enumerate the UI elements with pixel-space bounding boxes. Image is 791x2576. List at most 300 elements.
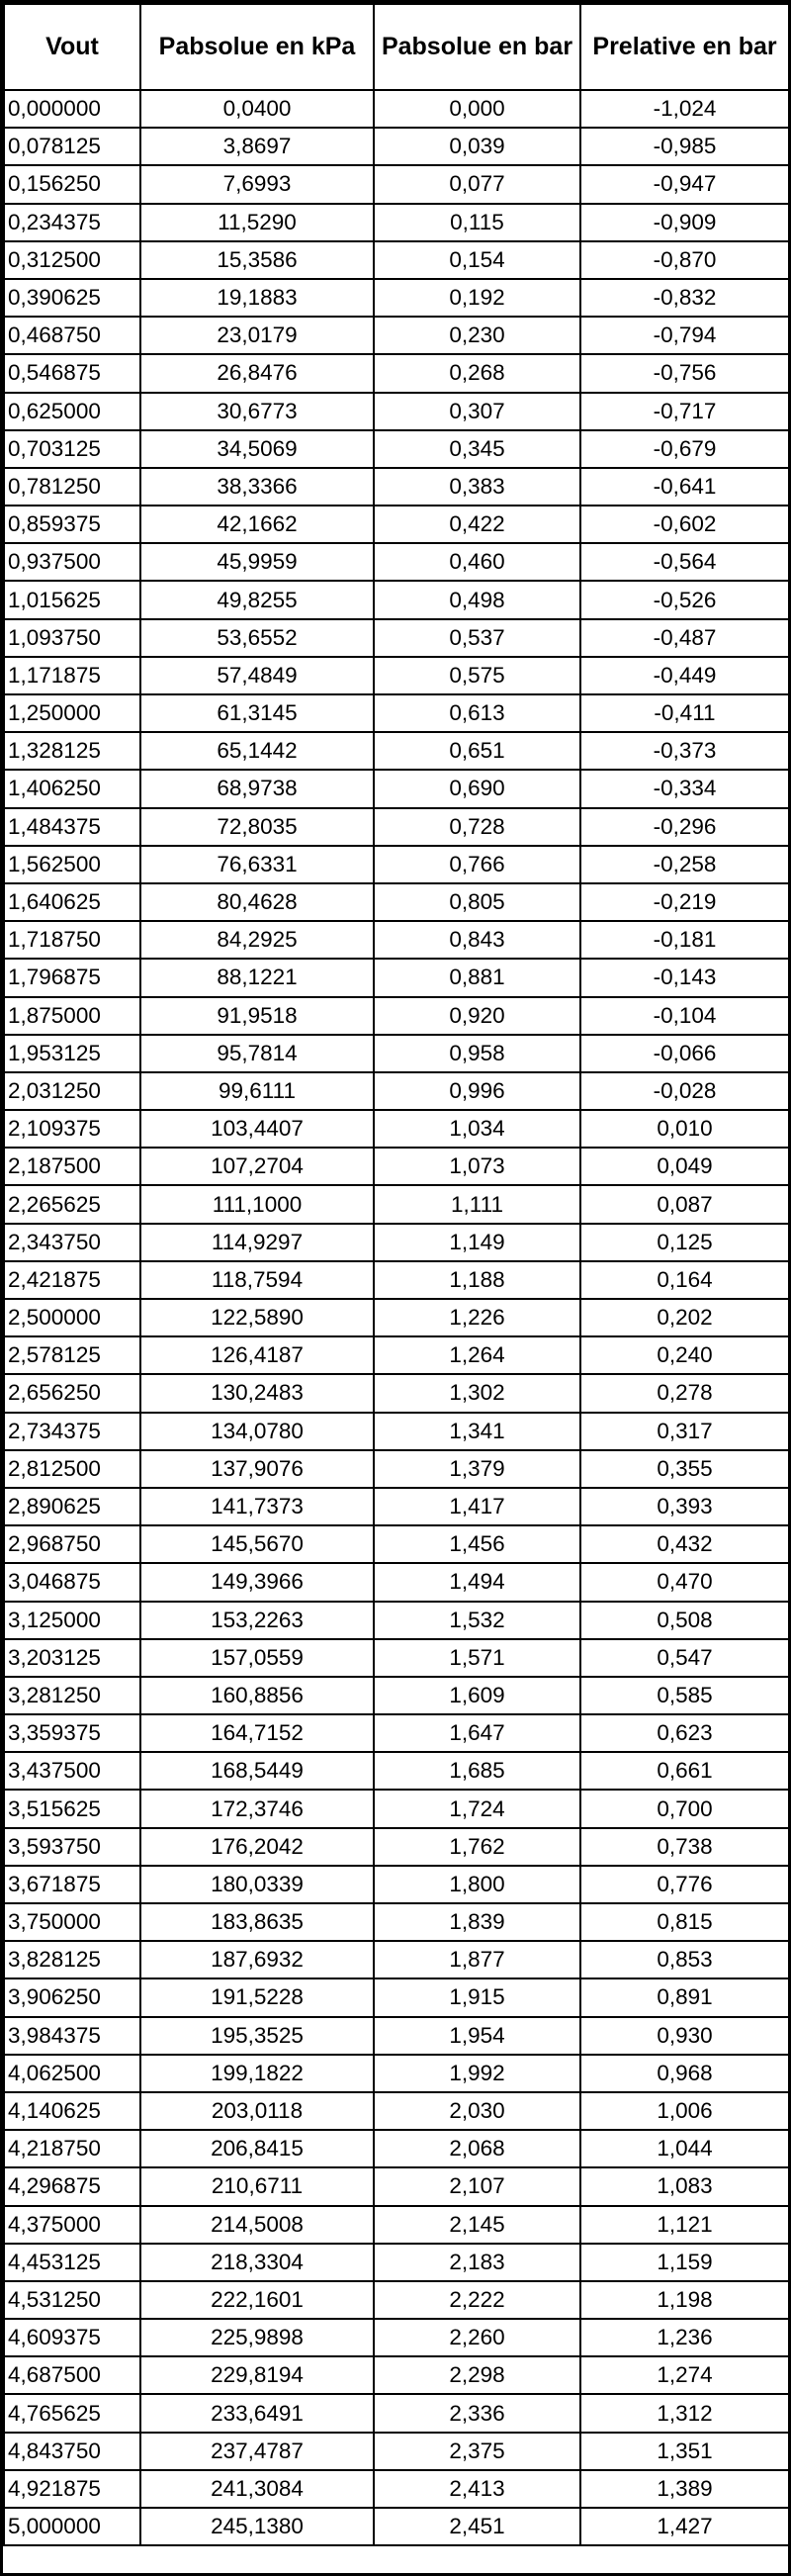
prelative-bar-cell: -0,334 (580, 770, 789, 807)
table-row (4, 1336, 789, 1374)
pabsolue-bar-cell: 0,728 (374, 808, 580, 846)
pabsolue-bar-cell: 0,307 (374, 393, 580, 430)
header-prelative-bar: Prelative en bar (580, 4, 789, 90)
prelative-bar-cell: 0,661 (580, 1752, 789, 1790)
vout-cell: 0,937500 (4, 543, 140, 581)
table-row (4, 1450, 789, 1488)
table-row (4, 959, 789, 996)
pabsolue-bar-cell: 1,609 (374, 1677, 580, 1714)
vout-cell: 4,765625 (4, 2394, 140, 2432)
vout-cell: 4,687500 (4, 2356, 140, 2394)
vout-cell: 2,109375 (4, 1110, 140, 1148)
vout-cell: 2,187500 (4, 1148, 140, 1185)
vout-cell: 4,140625 (4, 2092, 140, 2130)
table-row (4, 2167, 789, 2205)
pabsolue-kpa-cell: 30,6773 (140, 393, 374, 430)
table-row (4, 1602, 789, 1639)
prelative-bar-cell: -0,641 (580, 468, 789, 506)
prelative-bar-cell: -0,181 (580, 921, 789, 959)
table-row (4, 2244, 789, 2281)
pabsolue-kpa-cell: 72,8035 (140, 808, 374, 846)
vout-cell: 1,171875 (4, 657, 140, 694)
pabsolue-bar-cell: 1,494 (374, 1563, 580, 1601)
header-pabsolue-bar: Pabsolue en bar (374, 4, 580, 90)
prelative-bar-cell: 0,853 (580, 1941, 789, 1978)
pabsolue-kpa-cell: 11,5290 (140, 204, 374, 241)
table-row (4, 2130, 789, 2167)
prelative-bar-cell: 0,432 (580, 1525, 789, 1563)
prelative-bar-cell: -0,411 (580, 694, 789, 732)
pabsolue-kpa-cell: 26,8476 (140, 354, 374, 392)
vout-cell: 2,500000 (4, 1299, 140, 1336)
pabsolue-kpa-cell: 99,6111 (140, 1072, 374, 1110)
pabsolue-bar-cell: 1,149 (374, 1224, 580, 1261)
table-row (4, 657, 789, 694)
pabsolue-bar-cell: 1,724 (374, 1790, 580, 1827)
prelative-bar-cell: -0,679 (580, 430, 789, 468)
prelative-bar-cell: 0,240 (580, 1336, 789, 1374)
pabsolue-kpa-cell: 222,1601 (140, 2281, 374, 2319)
prelative-bar-cell: 0,700 (580, 1790, 789, 1827)
prelative-bar-cell: -0,104 (580, 997, 789, 1035)
pabsolue-kpa-cell: 122,5890 (140, 1299, 374, 1336)
pabsolue-kpa-cell: 160,8856 (140, 1677, 374, 1714)
pabsolue-bar-cell: 1,226 (374, 1299, 580, 1336)
pabsolue-bar-cell: 0,613 (374, 694, 580, 732)
vout-cell: 1,484375 (4, 808, 140, 846)
prelative-bar-cell: 1,044 (580, 2130, 789, 2167)
vout-cell: 3,281250 (4, 1677, 140, 1714)
vout-cell: 1,796875 (4, 959, 140, 996)
vout-cell: 2,031250 (4, 1072, 140, 1110)
prelative-bar-cell: 1,198 (580, 2281, 789, 2319)
vout-cell: 0,625000 (4, 393, 140, 430)
prelative-bar-cell: 0,164 (580, 1261, 789, 1299)
table-row (4, 1299, 789, 1336)
prelative-bar-cell: -0,219 (580, 883, 789, 921)
vout-cell: 3,906250 (4, 1978, 140, 2016)
prelative-bar-cell: 0,010 (580, 1110, 789, 1148)
pabsolue-bar-cell: 0,498 (374, 581, 580, 618)
pabsolue-kpa-cell: 0,0400 (140, 90, 374, 128)
vout-cell: 2,734375 (4, 1413, 140, 1450)
prelative-bar-cell: 1,389 (580, 2470, 789, 2508)
vout-cell: 0,078125 (4, 128, 140, 165)
table-row (4, 732, 789, 770)
table-row (4, 2356, 789, 2394)
prelative-bar-cell: -0,487 (580, 619, 789, 657)
table-row (4, 393, 789, 430)
vout-cell: 3,203125 (4, 1639, 140, 1677)
vout-cell: 0,000000 (4, 90, 140, 128)
vout-cell: 1,562500 (4, 846, 140, 883)
pabsolue-bar-cell: 2,222 (374, 2281, 580, 2319)
pabsolue-bar-cell: 2,298 (374, 2356, 580, 2394)
vout-cell: 1,640625 (4, 883, 140, 921)
header-vout: Vout (4, 4, 140, 90)
prelative-bar-cell: -0,258 (580, 846, 789, 883)
prelative-bar-cell: 0,547 (580, 1639, 789, 1677)
prelative-bar-cell: 1,083 (580, 2167, 789, 2205)
pabsolue-bar-cell: 2,336 (374, 2394, 580, 2432)
table-row (4, 1261, 789, 1299)
table-row (4, 506, 789, 543)
vout-cell: 4,296875 (4, 2167, 140, 2205)
table-row (4, 1866, 789, 1903)
vout-cell: 1,406250 (4, 770, 140, 807)
vout-cell: 0,234375 (4, 204, 140, 241)
pabsolue-kpa-cell: 107,2704 (140, 1148, 374, 1185)
vout-cell: 4,921875 (4, 2470, 140, 2508)
vout-cell: 2,968750 (4, 1525, 140, 1563)
vout-cell: 0,781250 (4, 468, 140, 506)
prelative-bar-cell: -0,909 (580, 204, 789, 241)
pabsolue-bar-cell: 0,766 (374, 846, 580, 883)
prelative-bar-cell: -0,717 (580, 393, 789, 430)
vout-cell: 3,359375 (4, 1714, 140, 1752)
vout-cell: 2,343750 (4, 1224, 140, 1261)
prelative-bar-cell: 1,006 (580, 2092, 789, 2130)
prelative-bar-cell: -0,066 (580, 1035, 789, 1072)
prelative-bar-cell: 1,236 (580, 2319, 789, 2356)
table-row (4, 2092, 789, 2130)
vout-cell: 4,453125 (4, 2244, 140, 2281)
prelative-bar-cell: -0,143 (580, 959, 789, 996)
pabsolue-bar-cell: 1,034 (374, 1110, 580, 1148)
table-row (4, 468, 789, 506)
pabsolue-kpa-cell: 111,1000 (140, 1185, 374, 1223)
pabsolue-bar-cell: 0,000 (374, 90, 580, 128)
vout-cell: 1,093750 (4, 619, 140, 657)
pabsolue-bar-cell: 0,805 (374, 883, 580, 921)
pabsolue-kpa-cell: 245,1380 (140, 2508, 374, 2545)
pabsolue-bar-cell: 2,068 (374, 2130, 580, 2167)
pabsolue-bar-cell: 1,685 (374, 1752, 580, 1790)
pabsolue-kpa-cell: 233,6491 (140, 2394, 374, 2432)
pabsolue-kpa-cell: 7,6993 (140, 165, 374, 203)
vout-cell: 3,046875 (4, 1563, 140, 1601)
vout-cell: 3,828125 (4, 1941, 140, 1978)
pabsolue-kpa-cell: 42,1662 (140, 506, 374, 543)
pabsolue-bar-cell: 1,532 (374, 1602, 580, 1639)
vout-cell: 2,421875 (4, 1261, 140, 1299)
vout-cell: 3,437500 (4, 1752, 140, 1790)
table-row (4, 770, 789, 807)
pabsolue-bar-cell: 1,188 (374, 1261, 580, 1299)
pabsolue-kpa-cell: 168,5449 (140, 1752, 374, 1790)
vout-cell: 4,531250 (4, 2281, 140, 2319)
table-row (4, 165, 789, 203)
table-row (4, 354, 789, 392)
prelative-bar-cell: 1,274 (580, 2356, 789, 2394)
pabsolue-bar-cell: 0,383 (374, 468, 580, 506)
table-row (4, 2206, 789, 2244)
table-row (4, 1563, 789, 1601)
prelative-bar-cell: 0,738 (580, 1828, 789, 1866)
prelative-bar-cell: 0,393 (580, 1488, 789, 1525)
vout-cell: 0,312500 (4, 241, 140, 279)
table-row (4, 1224, 789, 1261)
pabsolue-kpa-cell: 180,0339 (140, 1866, 374, 1903)
pabsolue-bar-cell: 1,800 (374, 1866, 580, 1903)
pabsolue-kpa-cell: 103,4407 (140, 1110, 374, 1148)
table-row (4, 1413, 789, 1450)
table-row (4, 128, 789, 165)
pabsolue-kpa-cell: 130,2483 (140, 1374, 374, 1412)
pabsolue-kpa-cell: 76,6331 (140, 846, 374, 883)
table-row (4, 2017, 789, 2055)
table-row (4, 1978, 789, 2016)
pabsolue-kpa-cell: 118,7594 (140, 1261, 374, 1299)
prelative-bar-cell: 0,202 (580, 1299, 789, 1336)
vout-cell: 3,750000 (4, 1903, 140, 1941)
pabsolue-kpa-cell: 145,5670 (140, 1525, 374, 1563)
prelative-bar-cell: 0,891 (580, 1978, 789, 2016)
pabsolue-kpa-cell: 241,3084 (140, 2470, 374, 2508)
vout-cell: 3,515625 (4, 1790, 140, 1827)
table-row (4, 1072, 789, 1110)
prelative-bar-cell: -1,024 (580, 90, 789, 128)
prelative-bar-cell: 0,623 (580, 1714, 789, 1752)
vout-cell: 3,984375 (4, 2017, 140, 2055)
prelative-bar-cell: 0,087 (580, 1185, 789, 1223)
prelative-bar-cell: 0,930 (580, 2017, 789, 2055)
table-row (4, 2433, 789, 2470)
pabsolue-kpa-cell: 210,6711 (140, 2167, 374, 2205)
pabsolue-kpa-cell: 149,3966 (140, 1563, 374, 1601)
pabsolue-kpa-cell: 126,4187 (140, 1336, 374, 1374)
pabsolue-bar-cell: 0,575 (374, 657, 580, 694)
pabsolue-kpa-cell: 15,3586 (140, 241, 374, 279)
pabsolue-kpa-cell: 176,2042 (140, 1828, 374, 1866)
prelative-bar-cell: -0,296 (580, 808, 789, 846)
table-row (4, 2470, 789, 2508)
table-row (4, 2281, 789, 2319)
prelative-bar-cell: 0,355 (580, 1450, 789, 1488)
pabsolue-kpa-cell: 172,3746 (140, 1790, 374, 1827)
pabsolue-kpa-cell: 206,8415 (140, 2130, 374, 2167)
pabsolue-bar-cell: 0,843 (374, 921, 580, 959)
pabsolue-kpa-cell: 57,4849 (140, 657, 374, 694)
pabsolue-kpa-cell: 45,9959 (140, 543, 374, 581)
pabsolue-bar-cell: 0,537 (374, 619, 580, 657)
table-row (4, 241, 789, 279)
pabsolue-bar-cell: 2,260 (374, 2319, 580, 2356)
pabsolue-bar-cell: 0,077 (374, 165, 580, 203)
table-row (4, 430, 789, 468)
prelative-bar-cell: 0,776 (580, 1866, 789, 1903)
vout-cell: 3,125000 (4, 1602, 140, 1639)
pabsolue-bar-cell: 1,762 (374, 1828, 580, 1866)
pabsolue-kpa-cell: 164,7152 (140, 1714, 374, 1752)
table-row (4, 204, 789, 241)
vout-cell: 4,843750 (4, 2433, 140, 2470)
table-row (4, 581, 789, 618)
prelative-bar-cell: 1,427 (580, 2508, 789, 2545)
table-row (4, 1148, 789, 1185)
prelative-bar-cell: -0,373 (580, 732, 789, 770)
pabsolue-bar-cell: 1,915 (374, 1978, 580, 2016)
prelative-bar-cell: 0,508 (580, 1602, 789, 1639)
table-row (4, 883, 789, 921)
prelative-bar-cell: 1,121 (580, 2206, 789, 2244)
vout-cell: 0,703125 (4, 430, 140, 468)
pabsolue-kpa-cell: 91,9518 (140, 997, 374, 1035)
header-pabsolue-kpa: Pabsolue en kPa (140, 4, 374, 90)
pabsolue-kpa-cell: 61,3145 (140, 694, 374, 732)
table-row (4, 2508, 789, 2545)
prelative-bar-cell: -0,564 (580, 543, 789, 581)
vout-cell: 2,812500 (4, 1450, 140, 1488)
pabsolue-kpa-cell: 49,8255 (140, 581, 374, 618)
vout-cell: 4,375000 (4, 2206, 140, 2244)
pabsolue-kpa-cell: 141,7373 (140, 1488, 374, 1525)
table-row (4, 1903, 789, 1941)
pabsolue-bar-cell: 0,268 (374, 354, 580, 392)
pabsolue-bar-cell: 2,145 (374, 2206, 580, 2244)
vout-cell: 4,218750 (4, 2130, 140, 2167)
vout-cell: 2,890625 (4, 1488, 140, 1525)
pabsolue-bar-cell: 0,192 (374, 279, 580, 317)
pabsolue-kpa-cell: 65,1442 (140, 732, 374, 770)
table-row (4, 808, 789, 846)
pabsolue-bar-cell: 1,571 (374, 1639, 580, 1677)
pabsolue-bar-cell: 0,690 (374, 770, 580, 807)
table-row (4, 1752, 789, 1790)
pabsolue-kpa-cell: 137,9076 (140, 1450, 374, 1488)
table-row (4, 2319, 789, 2356)
header-row (4, 4, 789, 90)
pabsolue-bar-cell: 1,647 (374, 1714, 580, 1752)
prelative-bar-cell: -0,756 (580, 354, 789, 392)
pabsolue-kpa-cell: 214,5008 (140, 2206, 374, 2244)
pabsolue-bar-cell: 2,413 (374, 2470, 580, 2508)
table-row (4, 1828, 789, 1866)
pabsolue-bar-cell: 0,460 (374, 543, 580, 581)
pabsolue-kpa-cell: 80,4628 (140, 883, 374, 921)
pabsolue-kpa-cell: 203,0118 (140, 2092, 374, 2130)
prelative-bar-cell: -0,947 (580, 165, 789, 203)
pabsolue-bar-cell: 0,115 (374, 204, 580, 241)
pabsolue-bar-cell: 0,230 (374, 317, 580, 354)
vout-cell: 0,468750 (4, 317, 140, 354)
vout-cell: 3,593750 (4, 1828, 140, 1866)
prelative-bar-cell: 0,278 (580, 1374, 789, 1412)
prelative-bar-cell: 0,049 (580, 1148, 789, 1185)
table-row (4, 1941, 789, 1978)
table-row (4, 846, 789, 883)
prelative-bar-cell: 1,159 (580, 2244, 789, 2281)
vout-cell: 2,265625 (4, 1185, 140, 1223)
pabsolue-kpa-cell: 34,5069 (140, 430, 374, 468)
prelative-bar-cell: 0,125 (580, 1224, 789, 1261)
vout-cell: 1,718750 (4, 921, 140, 959)
pabsolue-bar-cell: 0,881 (374, 959, 580, 996)
pabsolue-bar-cell: 1,264 (374, 1336, 580, 1374)
table-row (4, 997, 789, 1035)
vout-cell: 2,578125 (4, 1336, 140, 1374)
table-row (4, 317, 789, 354)
pabsolue-kpa-cell: 84,2925 (140, 921, 374, 959)
pabsolue-bar-cell: 2,107 (374, 2167, 580, 2205)
pabsolue-kpa-cell: 53,6552 (140, 619, 374, 657)
table-row (4, 694, 789, 732)
prelative-bar-cell: -0,028 (580, 1072, 789, 1110)
pabsolue-kpa-cell: 23,0179 (140, 317, 374, 354)
pabsolue-bar-cell: 2,375 (374, 2433, 580, 2470)
pabsolue-bar-cell: 1,456 (374, 1525, 580, 1563)
table-row (4, 1185, 789, 1223)
vout-cell: 1,015625 (4, 581, 140, 618)
table-body (4, 90, 789, 2545)
pabsolue-kpa-cell: 225,9898 (140, 2319, 374, 2356)
prelative-bar-cell: 0,470 (580, 1563, 789, 1601)
prelative-bar-cell: -0,449 (580, 657, 789, 694)
pabsolue-kpa-cell: 88,1221 (140, 959, 374, 996)
prelative-bar-cell: -0,526 (580, 581, 789, 618)
table-row (4, 543, 789, 581)
table-row (4, 1790, 789, 1827)
pabsolue-kpa-cell: 157,0559 (140, 1639, 374, 1677)
prelative-bar-cell: 1,351 (580, 2433, 789, 2470)
pabsolue-bar-cell: 1,417 (374, 1488, 580, 1525)
pabsolue-kpa-cell: 229,8194 (140, 2356, 374, 2394)
pabsolue-bar-cell: 0,996 (374, 1072, 580, 1110)
pabsolue-kpa-cell: 191,5228 (140, 1978, 374, 2016)
pabsolue-bar-cell: 1,992 (374, 2055, 580, 2092)
vout-cell: 0,546875 (4, 354, 140, 392)
pabsolue-kpa-cell: 38,3366 (140, 468, 374, 506)
table-row (4, 619, 789, 657)
prelative-bar-cell: -0,602 (580, 506, 789, 543)
pabsolue-kpa-cell: 195,3525 (140, 2017, 374, 2055)
table-row (4, 2394, 789, 2432)
pabsolue-bar-cell: 2,183 (374, 2244, 580, 2281)
prelative-bar-cell: 0,585 (580, 1677, 789, 1714)
table-row (4, 1110, 789, 1148)
pabsolue-bar-cell: 1,073 (374, 1148, 580, 1185)
vout-cell: 0,156250 (4, 165, 140, 203)
pabsolue-bar-cell: 1,341 (374, 1413, 580, 1450)
pabsolue-bar-cell: 0,154 (374, 241, 580, 279)
table-row (4, 921, 789, 959)
table-row (4, 279, 789, 317)
pabsolue-bar-cell: 0,958 (374, 1035, 580, 1072)
table-row (4, 90, 789, 128)
pabsolue-kpa-cell: 134,0780 (140, 1413, 374, 1450)
pabsolue-bar-cell: 2,030 (374, 2092, 580, 2130)
pressure-conversion-table (3, 3, 790, 2546)
vout-cell: 1,250000 (4, 694, 140, 732)
vout-cell: 0,390625 (4, 279, 140, 317)
vout-cell: 4,609375 (4, 2319, 140, 2356)
vout-cell: 1,875000 (4, 997, 140, 1035)
pabsolue-bar-cell: 0,920 (374, 997, 580, 1035)
table-row (4, 1714, 789, 1752)
table-row (4, 1639, 789, 1677)
vout-cell: 2,656250 (4, 1374, 140, 1412)
table-row (4, 2055, 789, 2092)
pabsolue-kpa-cell: 114,9297 (140, 1224, 374, 1261)
pabsolue-bar-cell: 2,451 (374, 2508, 580, 2545)
pabsolue-bar-cell: 0,651 (374, 732, 580, 770)
pabsolue-bar-cell: 0,345 (374, 430, 580, 468)
pabsolue-bar-cell: 0,039 (374, 128, 580, 165)
prelative-bar-cell: 0,317 (580, 1413, 789, 1450)
vout-cell: 1,953125 (4, 1035, 140, 1072)
pabsolue-kpa-cell: 237,4787 (140, 2433, 374, 2470)
table-row (4, 1035, 789, 1072)
